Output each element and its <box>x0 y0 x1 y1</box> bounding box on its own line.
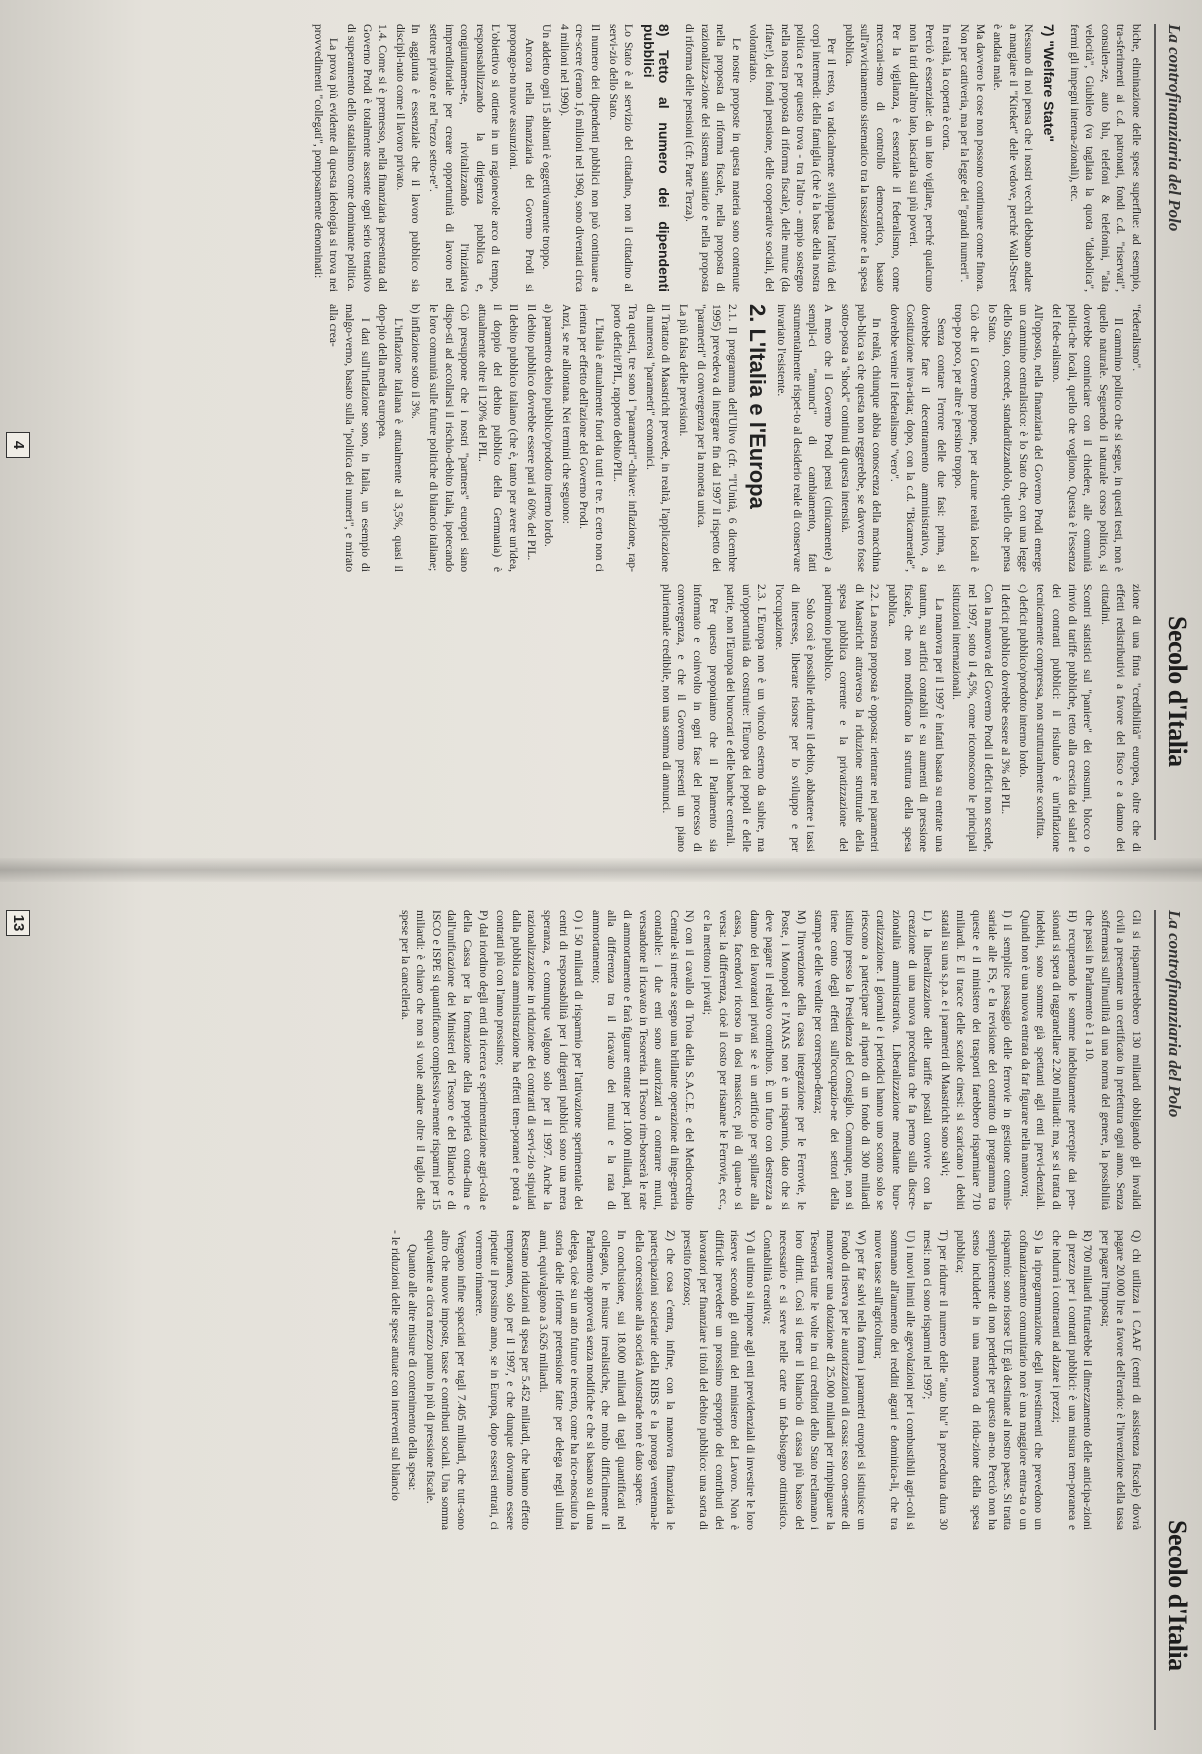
paragraph: In conclusione, sui 18.000 miliardi di tagli quantificati nel collegato, le misure irrealistiche, che molto difficilmente il Parlamento approverà senza modifiche e che si basano su di una delega, cioè su un atto futuro e incerto, come ha rico-nosciuto la storia delle riforme pretensione fatte per delega negli ultimi anni, equivalgono a 3.626 miliardi. <box>537 1230 628 1530</box>
paragraph: Perciò è essenziale: da un lato vigilare, perché qualcuno non la tiri dall'altro lato, lasciarla sui più poveri. <box>907 24 936 292</box>
section-heading: 2. L'Italia e l'Europa <box>745 304 771 509</box>
paragraph: L'Italia è attualmente fuori da tutti e tre. E certo non ci rientra per effetto dell'azione del Governo Prodi. <box>577 304 606 572</box>
paragraph: Il numero dei dipendenti pubblici non può continuare a cre-scere (erano 1,6 milioni nel 1960, sono diventati circa 4 milioni nel 1990). <box>557 24 602 292</box>
paragraph: La più falsa delle previsioni. <box>676 304 690 437</box>
paragraph: U) i nuovi limiti alle agevolazioni per i combustibili agri-coli si sommano all'aumento dei redditi agrari e dominica-li, che tra nuove tasse sull'agricoltura; <box>872 1230 917 1530</box>
paragraph: Solo così è possibile ridurre il debito, abbattere i tassi di interesse, liberare risorse per lo sviluppo e per l'occupazione. <box>772 584 818 852</box>
text-column-3 <box>34 584 1144 852</box>
text-column-1 <box>34 910 1144 1210</box>
paragraph: Ma davvero le cose non possono continuare come finora. Non per cattiveria, ma per la legge dei "grandi numeri". <box>958 24 987 292</box>
paragraph: Il Trattato di Maastricht prevede, in realtà, l'applicazione di numerosi "parametri" economici. <box>643 304 673 572</box>
page-number: 4 <box>6 432 30 458</box>
paragraph: All'opposto, nella finanziaria del Governo Prodi emerge un cammino centralistico: è lo Stato che, con una legge dello Stato, concede, standardizzandolo, quello che pensa lo Stato. <box>985 304 1046 572</box>
paragraph: W) per far salvi nella forma i parametri europei si istituisce un Fondo di riserva per le autorizzazioni di cassa: esso con-sente di manovrare una dotazione di 25.000 miliardi per rimpinguare la Tesoreria tutte le volte in cui creditori dello Stato reclamano i loro diritti. Così si tiene il bilancio di cassa più basso del necessario e si serve nelle carte un fab-bisogno ottimistico. Contabilità creativa; <box>761 1230 868 1530</box>
paragraph: Un addetto ogni 15 abitanti è oggettivamente troppo. <box>540 24 554 270</box>
right-page <box>0 880 1202 1754</box>
paragraph: Vengono infine spacciati per tagli 7.405 miliardi, che tutt-sono altro che nuove imposte, tasse e contributi sociali. Una somma equivalente a circa mezzo punto in più di pressione fiscale. <box>423 1230 469 1530</box>
paragraph: A meno che il Governo Prodi pensi (cinicamente) a sempli-ci "annunci" di cambiamento, fatti strumentalmente rispet-to al desiderio reale di conservare invariato l'esistente. <box>774 304 835 572</box>
paragraph: "federalismo". <box>1130 304 1143 372</box>
paragraph: Con la manovra del Governo Prodi il deficit non scende, nel 1997, sotto il 4,5%, come riconoscono le principali istituzioni internazionali. <box>950 584 995 852</box>
paragraph: O) i 50 miliardi di risparmio per l'attivazione sperimentale dei centri di responsabilità per i dirigenti pubblici sono una mera speranza, e comunque valgono solo per il 1997. Anche la razionalizzazione in riduzione dei contratti di servi-zio stipulati dalla pubblica amministrazione ha effetti tem-poranei e potrà a contratti più con l'anno prossimo; <box>494 910 586 1210</box>
paragraph: Gli si risparmierebbero 130 miliardi obbligando gli invalidi civili a presentare un certificato in prefettura ogni anno. Senza soffermarsi sull'inutilità di una norma del genere, la possibilità che passi in Parlamento è 1 a 10. <box>1083 910 1143 1210</box>
paragraph: Ciò presuppone che i nostri "partners" europei siano dispo-sti ad accollarsi il rischio-debito Italia, ipotecando le loro comunità sulle future politiche di bilancio italiane; <box>427 304 472 572</box>
paragraph: H) recuperando le somme indebitamente percepite dai pen-sionati si spera di raggranellare 2.200 miliardi: ma, se si tratta di indebiti, sono somme già spettanti agli enti previ-denziali. Quindi non è una nuova entrata da far figurare nella manovra; <box>1018 910 1079 1210</box>
paragraph: c) deficit pubblico/prodotto interno lordo. <box>1016 584 1030 778</box>
text-column-1 <box>34 24 1144 292</box>
paragraph: Per il resto, va radicalmente sviluppata l'attività dei corpi intermedi: della famiglia (che è la base della nostra politica e per questo trova - tra l'altro - ampio sostegno nella nostra proposta di riforma fiscale), delle mutue (da rifare!), dei fondi pensione, delle cooperative sociali, del volontariato. <box>747 24 839 292</box>
header-rule <box>1154 24 1156 840</box>
page-gutter <box>0 858 1202 882</box>
paragraph: zione di una finta "credibilità" europea, oltre che di effetti redistributivi a favore del fisco e a danno dei cittadini. <box>1098 584 1143 852</box>
paragraph: Scontri statistici sul "paniere" dei consumi, blocco o rinvio di tariffe pubbliche, tetto alla crescita dei salari e dei contratti pubblici: il risultato è un'inflazione tecnicamente compressa, non strutturalmente sconfitta. <box>1034 584 1095 852</box>
paragraph: La manovra per il 1997 è infatti basata su entrate una tantum, su artifici contabili e su aumenti di pressione fiscale, che non modificano la struttura della spesa pubblica. <box>886 584 946 852</box>
paragraph: Tra questi, tre sono i "parametri"-chiave: inflazione, rap-porto deficit/PIL, rapporto debito/PIL. <box>610 304 640 572</box>
paragraph: 2.1. Il programma dell'Ulivo (cfr. "l'Unità, 6 dicembre 1995) prevedeva di integrare fin dal 1997 il rispetto dei "parametri" di convergenza per la moneta unica. <box>694 304 739 572</box>
header-rule <box>1154 910 1156 1730</box>
running-head: La controfinanziaria del Polo <box>1165 910 1184 1118</box>
paragraph: Anzi, se ne allontana. Nei termini che seguono: <box>559 304 573 524</box>
paragraph: Senza contare l'errore delle due fasi: prima, si dovrebbe fare il decentramento amministrativo, a Costituzione inva-riata; dopo, con la c.d. "Bicamerale", dovrebbe venire il federalismo "vero". <box>888 304 948 572</box>
paragraph: Y) di ultimo si impone agli enti previdenziali di investire le loro riserve secondo gli ordini del ministero del Lavoro. Non è difficile prevedere un prossimo esproprio dei contributi dei lavoratori per finanziare i titoli del debito pubblico: una sorta di prestito forzoso; <box>681 1230 757 1530</box>
paragraph: L'obiettivo si ottiene in un ragionevole arco di tempo, responsabilizzando la dirigenza pubblica e, congiuntamen-te, rivitalizzando l'iniziativa imprenditoriale per creare opportunità di lavoro nel settore privato e nel "terzo setto-re". <box>427 24 503 292</box>
paragraph: Lo Stato è al servizio del cittadino, non il cittadino al servi-zio dello Stato. <box>606 24 636 292</box>
paragraph: 2.2. La nostra proposta è opposta: rientrare nei parametri di Maastricht attraverso la riduzione strutturale della spesa pubblica corrente e la privatizzazione del patrimonio pubblico. <box>821 584 882 852</box>
paragraph: T) per ridurre il numero delle "auto blu" la procedura dura 30 mesi: non ci sono risparmi nel 1997; <box>921 1230 950 1530</box>
paragraph: Il cammino politico che si segue, in questi testi, non è quello naturale. Seguendo il naturale corso politico, si dovrebbe cominciare con il chiedere, alle comunità politi-che locali, quello che vogliono. Questa è l'essenza del fede-ralismo. <box>1050 304 1126 572</box>
paragraph: Quanto alle altre misure di contenimento della spesa: <box>406 1244 420 1491</box>
text-column-2 <box>34 1230 1144 1530</box>
paragraph: La prova più evidente di questa ideologia si trova nei provvedimenti "collegati", pomposamente denominati: <box>311 24 341 292</box>
paragraph: Restano riduzioni di spesa per 5.452 miliardi, che hanno effetto temporaneo, solo per il 1997, e che dunque dovranno essere ripetute il prossimo anno, se in Europa, dopo essersi entrati, ci vorremo rimanere. <box>472 1230 533 1530</box>
paragraph: M) l'invenzione della cassa integrazione per le Ferrovie, le Poste, i Monopoli e l'ANAS non è un risparmio, dato che si deve pagare il relativo contributo. È un furto con destrezza a danno dei lavoratori privati se è un artificio per spillare alla cassa, facendovi ricorso in dosi massicce, più di quan-to si versa: la differenza, cioè il costo per risanare le Ferrovie, ecc., ce la mettono i privati; <box>700 910 808 1210</box>
paragraph: P) dal riordino degli enti di ricerca e sperimentazione agri-cola e della Cassa per la formazione della proprietà conta-dina e dall'unificazione dei Ministeri del Tesoro e del Bilancio e di ISCO e ISPE si quantificano complessiva-mente risparmi per 15 miliardi: è chiaro che non si vuole andare oltre il taglio delle spese per la cancelleria. <box>398 910 490 1210</box>
paragraph: Il debito pubblico italiano (che è, tanto per avere un'idea, il doppio del debito pubblico della Germania) è attualmente oltre il 120% del PIL. <box>475 304 521 572</box>
paragraph: Il debito pubblico dovrebbe essere pari al 60% del PIL. <box>524 304 538 561</box>
paragraph: Q) chi utilizza i CAAF (centri di assistenza fiscale) dovrà pagare 20.000 lire a favore dell'erario: è l'invenzione della tassa per pagare l'imposta; <box>1098 1230 1143 1530</box>
section-heading: 7) "Welfare State" <box>1041 24 1058 143</box>
paragraph: Le nostre proposte in questa materia sono contenute nella proposta di riforma fiscale, nella proposta di razionalizza-zione del sistema sanitario e nella proposta di riforma delle pensioni (cfr. Parte Terza). <box>682 24 743 292</box>
paragraph: L) la liberalizzazione delle tariffe postali convive con la creazione di una nuova procedura che fa perno sulla discre-zionalità amministrativa. Liberalizzazione mediante buro-cratizzazione. I giornali e i periodici hanno uno sconto solo se riescono a partecipare al riparto di un fondo di 300 miliardi istituito presso la Presidenza del Consiglio. Comunque, non si tiene conto degli effetti sull'occupazio-ne dei settori della stampa e delle vendite per correspon-denza; <box>812 910 935 1210</box>
paragraph: Il deficit pubblico dovrebbe essere al 3% del PIL. <box>999 584 1013 815</box>
paragraph: 2.3. L'Europa non è un vincolo esterno da subire, ma un'opportunità da costruire: l'Europa dei popoli e delle patrie, non l'Europa dei burocrati e delle banche centrali. <box>724 584 769 852</box>
paragraph: Per questo proponiamo che il Parlamento sia informato e coinvolto in ogni fase del processo di convergenza, e che il Governo presenti un piano pluriennale credibile, non una somma di annunci. <box>659 584 720 852</box>
text-column-2 <box>34 304 1144 572</box>
paragraph: In aggiunta è essenziale che il lavoro pubblico sia discipli-nato come il lavoro privato. <box>393 24 423 292</box>
paragraph: N) con il cavallo di Troia della S.A.C.E. e del Mediocredito Centrale si mette a segno una brillante operazione di inge-gneria contabile: i due enti sono autorizzati a contrarre mutui, versandone il ricavato in Tesoreria. Il Tesoro rim-borserà le rate di ammortamento e farà figurare entrate per 1.000 miliardi, pari alla differenza tra il ricavato dei mutui e la rata di ammortamento; <box>589 910 697 1210</box>
publication-brand: Secolo d'Italia <box>1163 616 1192 767</box>
paragraph: biche, eliminazione delle spese superflue: ad esempio, tra-sferimenti ai c.d. patronati, fondi c.d. "riservati", consulen-ze, auto blu, telefoni & telefonini, "alta velocità", Giubileo (va tagliata la quota "diabolica", fermi gli impegni interna-zionali), etc. <box>1067 24 1143 292</box>
paragraph: Ancora nella finanziaria del Governo Prodi si propongo-no nuove assunzioni. <box>507 24 536 292</box>
paragraph: Per la vigilanza, è essenziale il federalismo, come meccani-smo di controllo democratico, basato sull'avvicinamento sistematico tra la tassazione e la spesa pubblica. <box>842 24 903 292</box>
paragraph: b) inflazione sotto il 3%. <box>409 304 423 419</box>
running-head: La controfinanziaria del Polo <box>1165 24 1184 232</box>
publication-brand: Secolo d'Italia <box>1163 1520 1192 1671</box>
paragraph: S) la riprogrammazione degli investimenti che prevedono un cofinanziamento comunitario non è una maggiore entra-ta o un risparmio: sono risorse UE già destinate al nostro paese. Si tratta semplicemente di non perderle per questo an-no. Perciò non ha senso includerle in una manovra di ridu-zione della spesa pubblica; <box>954 1230 1046 1530</box>
paragraph: Nessuno di noi pensa che i nostri vecchi debbano andare a mangiare il "Kiteket" delle vedove, perché Wall-Street è andata male. <box>991 24 1036 292</box>
paragraph: 1.4. Come si è premesso, nella finanziaria presentata dal Governo Prodi è totalmente assente ogni serio tentativo di superamento dello statalismo come dominante politica. <box>345 24 390 292</box>
section-heading: 8) Tetto al numero dei dipendenti pubblici <box>640 24 673 292</box>
paragraph: In realtà, chiunque abbia conoscenza della macchina pub-blica sa che questa non reggerebbe, se davvero fosse sotto-posta a "shock" continui di questa intensità. <box>839 304 884 572</box>
left-page <box>0 0 1202 860</box>
paragraph: I dati sull'inflazione sono, in Italia, un esempio di malgo-verno, basato sulla "politica dei numeri", e mirato alla crea- <box>327 304 372 572</box>
paragraph: Z) che cosa c'entra, infine, con la manovra finanziaria le partecipazioni societarie della RIBS e la proroga ventenna-le della concessione alla società Autostrade non è dato sapere. <box>632 1230 677 1530</box>
paragraph: I) il semplice passaggio delle ferrovie in gestione commis-sariale alle FS, e la revisione del contratto di programma tra queste e il ministero dei trasporti farebbero risparmiare 710 miliardi. E il tracce delle scatole cinesi: si scaricano i debiti statali su una s.p.a. e i parametri di Maastricht sono salvi; <box>938 910 1015 1210</box>
paragraph: - le riduzioni delle spese attuate con interventi sul bilancio <box>388 1230 402 1501</box>
paragraph: R) 700 miliardi fruttarebbe il dimezzamento delle anticipa-zioni di prezzo per i contratti pubblici: è una misura tem-poranea e che indurrà i contraenti ad alzare i prezzi; <box>1050 1230 1095 1530</box>
paragraph: In realtà, la coperta è corta. <box>940 24 954 151</box>
page-number: 13 <box>6 910 30 936</box>
paragraph: Ciò che il Governo propone, per alcune realtà locali è trop-po poco, per altre è persino troppo. <box>952 304 982 572</box>
paragraph: L'inflazione italiana è attualmente al 3,5%, quasi il dop-pio della media europea. <box>376 304 405 572</box>
paragraph: a) parametro debito pubblico/prodotto interno lordo. <box>542 304 556 547</box>
